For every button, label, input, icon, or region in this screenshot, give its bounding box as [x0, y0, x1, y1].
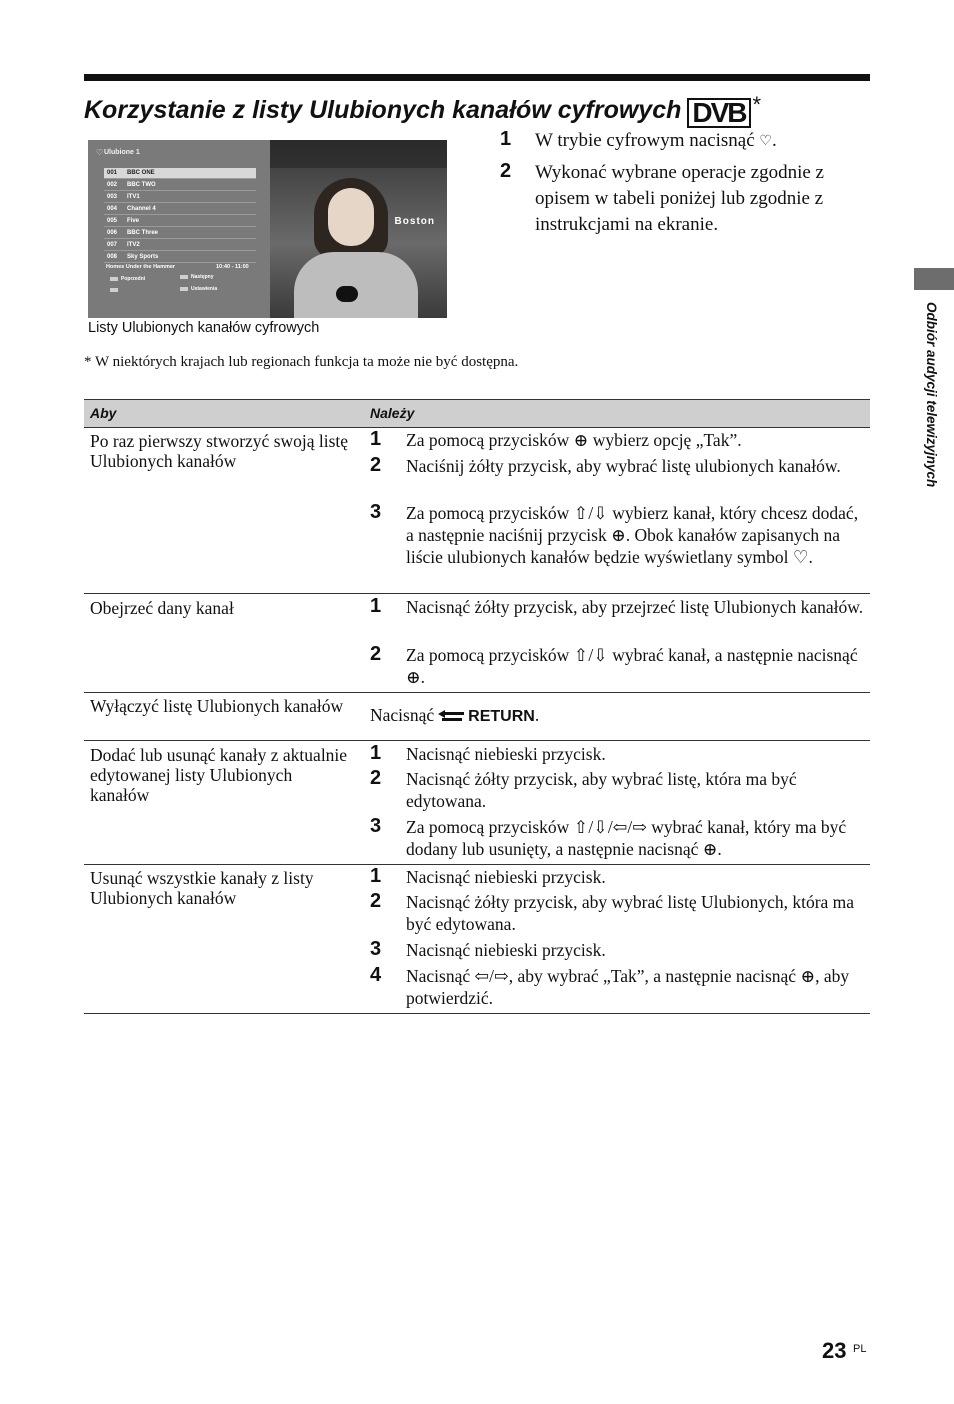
page-title: [84, 88, 874, 128]
row-step-text: Nacisnąć ⇦/⇨, aby wybrać „Tak”, a następnie nacisnąć ⊕, aby potwierdzić.: [406, 966, 850, 1008]
row-step-text: Za pomocą przycisków ⇧/⇩/⇦/⇨ wybrać kanał, który ma być dodany lub usunięty, a następnie nacisnąć ⊕.: [406, 817, 847, 859]
row-step-number: 1: [370, 428, 382, 450]
channel-name: BBC Three: [127, 230, 159, 236]
top-rule: [84, 74, 870, 81]
row-step-text: Nacisnąć żółty przycisk, aby wybrać listę Ulubionych, która ma być edytowana.: [406, 892, 855, 934]
row-divider: [84, 692, 870, 693]
legend-prev-label: Poprzedni: [121, 276, 146, 282]
row-step-number: 3: [370, 938, 382, 960]
row-step-text: Nacisnąć żółty przycisk, aby wybrać listę, która ma być edytowana.: [406, 769, 797, 811]
channel-name: ITV2: [127, 242, 140, 248]
heart-icon: ♡: [96, 148, 104, 157]
programme-time: 10:40 - 11:00: [216, 264, 249, 270]
microphone-icon: [336, 286, 358, 302]
step-2-text: Wykonać wybrane operacje zgodnie z opisem w tabeli poniżej lub zgodnie z instrukcjami na ekranie.: [535, 162, 824, 235]
row-step-text: Nacisnąć niebieski przycisk.: [406, 744, 606, 764]
row-action: Po raz pierwszy stworzyć swoją listę Ulubionych kanałów: [90, 431, 349, 471]
row-action: Wyłączyć listę Ulubionych kanałów: [90, 696, 344, 716]
row-step-number: 1: [370, 865, 382, 887]
legend-settings-label: Ustawienia: [191, 286, 218, 292]
favourites-list-panel: [88, 140, 270, 318]
channel-name: ITV1: [127, 194, 140, 200]
step-1-suffix: .: [771, 130, 777, 151]
legend-next: [180, 274, 214, 280]
row-step-number: 2: [370, 643, 382, 665]
row-step-text: Naciśnij żółty przycisk, aby wybrać listę ulubionych kanałów.: [406, 456, 841, 476]
table-header: [84, 399, 870, 428]
video-label: Boston: [394, 216, 435, 227]
channel-num: 006: [107, 230, 118, 236]
row-step-number: 4: [370, 964, 382, 986]
instruction-suffix: .: [534, 705, 540, 725]
dvb-logo: DVB: [687, 98, 750, 128]
header-col-aby: Aby: [90, 405, 117, 421]
row-action: Obejrzeć dany kanał: [90, 598, 234, 618]
row-step-text: Za pomocą przycisków ⊕ wybierz opcję „Tak”.: [406, 430, 742, 450]
favourites-list-title: Ulubione 1: [104, 149, 140, 156]
row-step-text: Nacisnąć żółty przycisk, aby przejrzeć listę Ulubionych kanałów.: [406, 597, 864, 617]
row-step-number: 2: [370, 890, 382, 912]
section-tab: [914, 268, 954, 290]
page-language: PL: [853, 1343, 867, 1355]
channel-name: Five: [127, 218, 140, 224]
legend-blank: [110, 287, 121, 293]
image-caption: Listy Ulubionych kanałów cyfrowych: [88, 320, 320, 336]
channel-name: BBC ONE: [127, 170, 155, 176]
step-number: 1: [500, 128, 512, 150]
row-step-number: 2: [370, 767, 382, 789]
step-text: [535, 128, 875, 155]
row-step-text: Nacisnąć niebieski przycisk.: [406, 867, 606, 887]
row-divider: [84, 593, 870, 594]
channel-name: Sky Sports: [127, 254, 159, 260]
section-label: Odbiór audycji telewizyjnych: [924, 302, 939, 488]
row-step-number: 1: [370, 595, 382, 617]
channel-num: 003: [107, 194, 118, 200]
row-step-number: 3: [370, 815, 382, 837]
page-number: 23: [822, 1338, 847, 1363]
channel-row: [104, 180, 256, 191]
return-label: RETURN: [468, 708, 535, 725]
channel-row: [104, 192, 256, 203]
row-step-text: Nacisnąć niebieski przycisk.: [406, 940, 606, 960]
step-1-text: W trybie cyfrowym nacisnąć: [535, 130, 755, 151]
channel-num: 001: [107, 170, 118, 176]
row-action: Dodać lub usunąć kanały z aktualnie edytowanej listy Ulubionych kanałów: [90, 745, 348, 805]
channel-row: [104, 216, 256, 227]
legend-prev: [110, 276, 145, 282]
channel-row: [104, 240, 256, 251]
tv-screenshot: [88, 140, 447, 318]
table-bottom-rule: [84, 1013, 870, 1014]
legend-settings: [180, 286, 217, 292]
row-step-number: 3: [370, 501, 382, 523]
presenter-image: [270, 168, 447, 318]
row-step-text: Za pomocą przycisków ⇧/⇩ wybierz kanał, który chcesz dodać, a następnie naciśnij przycisk ⊕. Obok kanałów zapisanych na liście ulubionych kanałów będzie wyświetlany symbol ♡.: [406, 503, 859, 567]
programme-title: Homes Under the Hammer: [106, 264, 176, 270]
header-col-nalezy: Należy: [370, 405, 415, 421]
footnote: * W niektórych krajach lub regionach funkcja ta może nie być dostępna.: [84, 354, 519, 370]
channel-row: [104, 204, 256, 215]
tv-video-preview: [270, 140, 447, 318]
row-step-number: 1: [370, 742, 382, 764]
channel-name: Channel 4: [127, 206, 156, 212]
instruction-prefix: Nacisnąć: [370, 705, 435, 725]
step-number: 2: [500, 160, 512, 182]
channel-row: [104, 168, 256, 179]
row-divider: [84, 740, 870, 741]
channel-name: BBC TWO: [127, 182, 156, 188]
channel-row: [104, 228, 256, 239]
channel-num: 004: [107, 206, 118, 212]
channel-num: 002: [107, 182, 118, 188]
return-icon: [438, 710, 464, 722]
row-instruction: [370, 704, 832, 728]
channel-num: 008: [107, 254, 118, 260]
channel-num: 005: [107, 218, 118, 224]
page-title-text: Korzystanie z listy Ulubionych kanałów cyfrowych: [84, 96, 682, 124]
channel-row: [104, 252, 256, 263]
channel-num: 007: [107, 242, 118, 248]
row-step-text: Za pomocą przycisków ⇧/⇩ wybrać kanał, a następnie nacisnąć ⊕.: [406, 645, 858, 687]
row-step-number: 2: [370, 454, 382, 476]
title-asterisk: *: [752, 92, 762, 117]
row-action: Usunąć wszystkie kanały z listy Ulubionych kanałów: [90, 868, 314, 908]
row-divider: [84, 864, 870, 865]
heart-icon: ♡: [759, 134, 772, 149]
legend-next-label: Następny: [191, 274, 214, 280]
